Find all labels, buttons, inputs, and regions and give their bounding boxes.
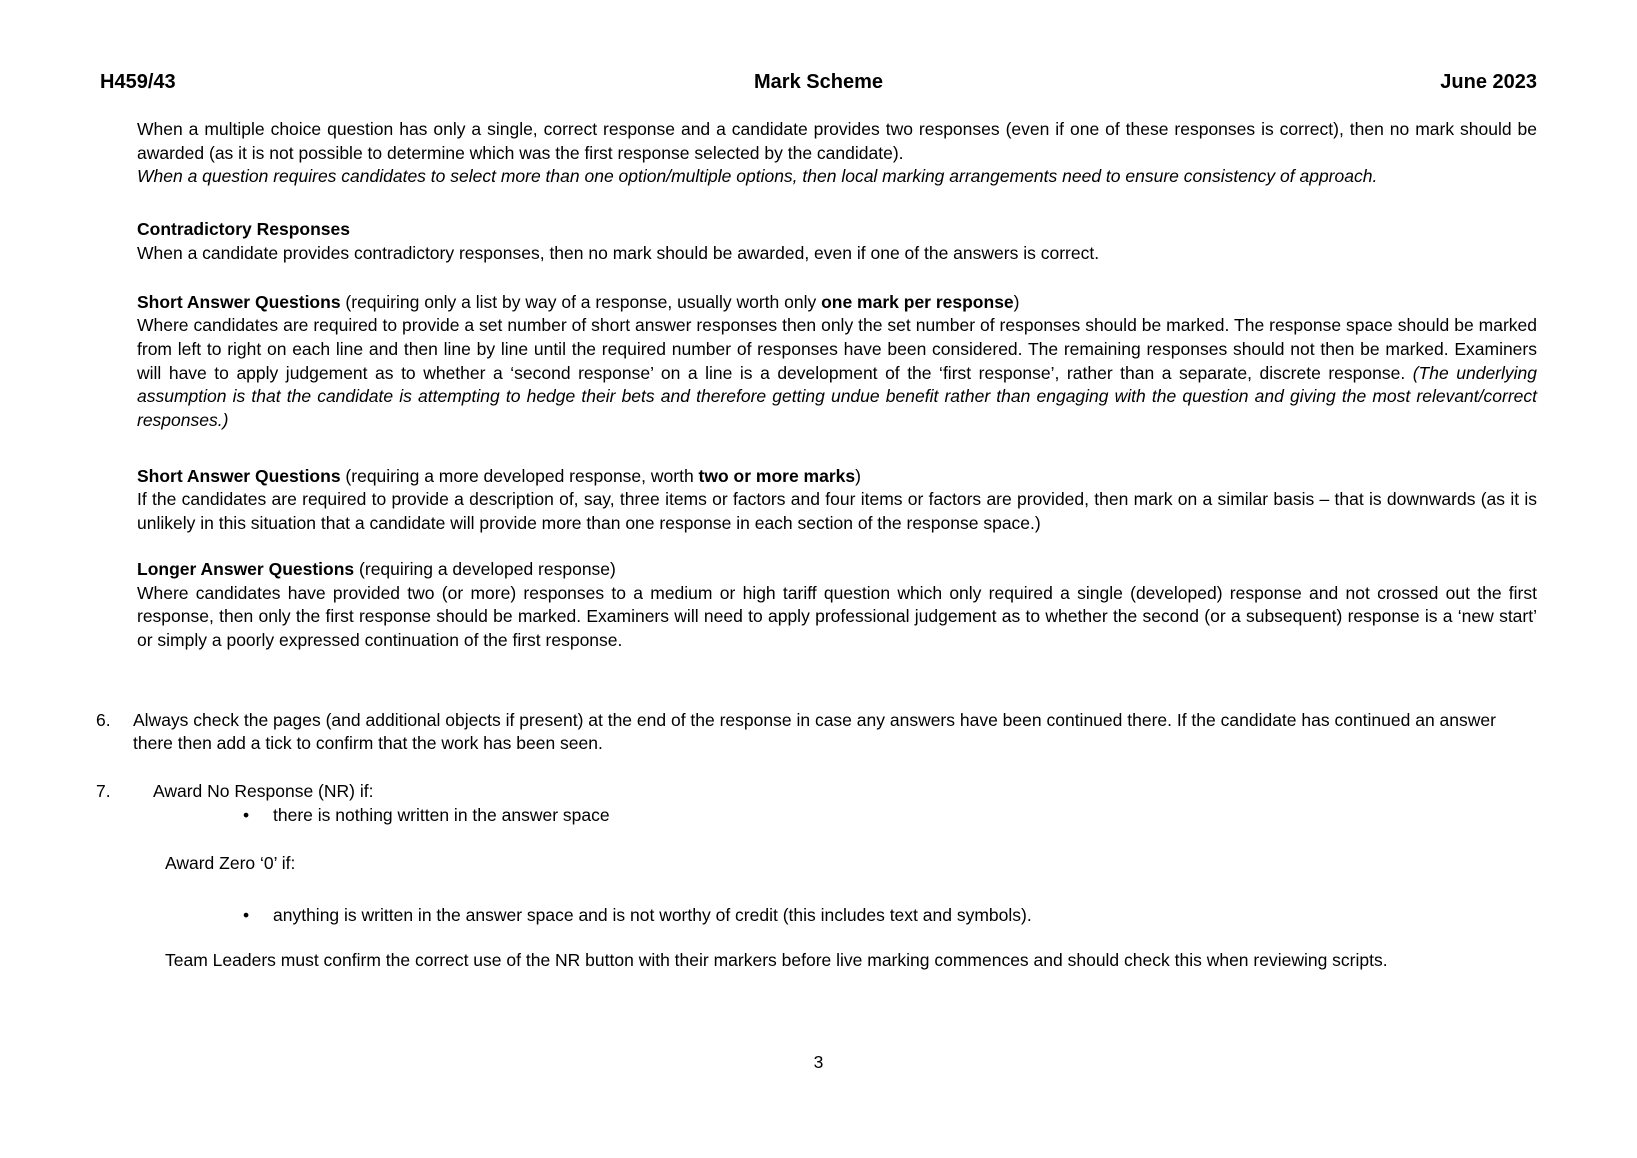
doc-title: Mark Scheme (754, 71, 883, 93)
short-answer-list-heading (137, 291, 1537, 315)
page-number: 3 (813, 1052, 824, 1072)
list-item-6-text: Always check the pages (and additional objects if present) at the end of the response in case any answers have been continued there. If the candidate has continued an answer there then add a tick to confirm that the work has been seen. (133, 709, 1496, 754)
list-item-6-number: 6. (96, 709, 111, 730)
contradictory-text: When a candidate provides contradictory responses, then no mark should be awarded, even if one of the answers is correct. (137, 242, 1100, 263)
award-zero-line: Award Zero ‘0’ if: (165, 853, 296, 874)
short-answer-list-text (137, 314, 1537, 433)
short-answer-developed-heading-bold: Short Answer Questions (137, 465, 341, 486)
bullet-item-nothing-written-text: there is nothing written in the answer space (273, 804, 610, 825)
bullet-item-anything-written-text: anything is written in the answer space and is not worthy of credit (this includes text and symbols). (273, 905, 1032, 926)
section-longer-answer (137, 558, 1537, 653)
short-answer-list-text-normal: Where candidates are required to provide a set number of short answer responses then only the set number of responses should be marked. The response space should be marked from left to right on each line and then line by line until the required number of responses have been considered. The remaining responses should not then be marked. Examiners will have to apply judgement as to whether a ‘second response’ on a line is a development of the ‘first response’, rather than a separate, discrete response. (137, 315, 1537, 383)
list-item-7-number: 7. (96, 781, 111, 802)
list-item-7-text: Award No Response (NR) if: (153, 781, 374, 802)
short-answer-developed-heading (137, 465, 1537, 489)
short-answer-list-text-italic: (The underlying assumption is that the candidate is attempting to hedge their bets and therefore getting undue benefit rather than engaging with the question and giving the most relevant/correct responses.) (137, 362, 1537, 431)
document-header (100, 70, 1537, 94)
short-answer-developed-text: If the candidates are required to provide a description of, say, three items or factors and four items or factors are provided, then mark on a similar basis – that is downwards (as it is unlikely in this situation that a candidate will provide more than one response in each section of the response space.) (137, 489, 1537, 534)
bullet-icon: • (243, 804, 250, 825)
short-answer-list-heading-bold2: one mark per response (821, 291, 1014, 312)
longer-answer-text: Where candidates have provided two (or more) responses to a medium or high tariff question which only required a single (developed) response and not crossed out the first response, then only the first response should be marked. Examiners will need to apply professional judgement as to whether the second (or a subsequent) response is a ‘new start’ or simply a poorly expressed continuation of the first response. (137, 582, 1537, 650)
section-short-answer-developed (137, 465, 1537, 536)
paragraph-multiple-choice (137, 118, 1537, 189)
bullet-item-nothing-written (243, 804, 1537, 828)
longer-answer-heading-bold: Longer Answer Questions (137, 558, 355, 579)
list-item-6 (96, 709, 1537, 756)
contradictory-heading: Contradictory Responses (137, 219, 350, 240)
team-leaders-note: Team Leaders must confirm the correct use of the NR button with their markers before live marking commences and should check this when reviewing scripts. (165, 949, 1388, 970)
multiple-choice-text: When a multiple choice question has only a single, correct response and a candidate provides two responses (even if one of these responses is correct), then no mark should be awarded (as it is not possible to determine which was the first response selected by the candidate). (137, 119, 1537, 163)
short-answer-developed-heading-bold2: two or more marks (698, 465, 856, 486)
section-contradictory-responses (137, 218, 1537, 265)
short-answer-developed-heading-mid: (requiring a more developed response, worth (340, 465, 699, 486)
section-short-answer-list (137, 291, 1537, 433)
longer-answer-heading-mid: (requiring a developed response) (354, 558, 616, 579)
short-answer-developed-heading-end: ) (855, 465, 861, 486)
short-answer-list-heading-end: ) (1013, 291, 1020, 312)
doc-date: June 2023 (1440, 71, 1537, 93)
bullet-item-anything-written (243, 904, 1537, 928)
short-answer-list-heading-bold: Short Answer Questions (137, 291, 341, 312)
doc-code: H459/43 (100, 71, 176, 93)
list-item-7 (96, 780, 1537, 804)
short-answer-list-heading-mid: (requiring only a list by way of a response, usually worth only (340, 291, 822, 312)
bullet-icon: • (243, 905, 250, 926)
multiple-choice-italic-note: When a question requires candidates to select more than one option/multiple options, then local marking arrangements need to ensure consistency of approach. (137, 166, 1378, 187)
longer-answer-heading (137, 558, 1537, 582)
